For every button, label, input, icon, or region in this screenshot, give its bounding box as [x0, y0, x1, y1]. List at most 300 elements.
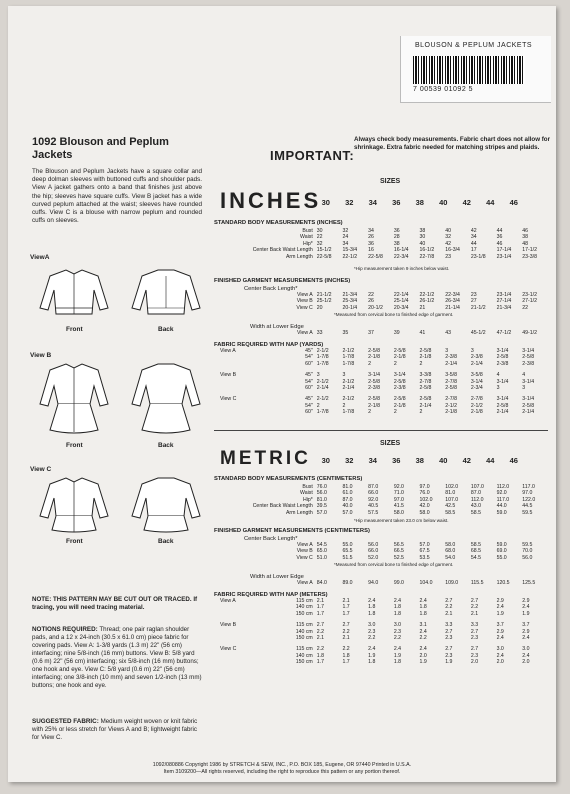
tracing-note: NOTE: THIS PATTERN MAY BE CUT OUT OR TRACED. If tracing, you will need tracing material. — [32, 596, 198, 611]
cell-value: 38 — [522, 234, 529, 241]
cell-value: 2-1/2 — [342, 348, 355, 354]
cell-value: 44 — [496, 228, 503, 234]
cell-value: 2-5/8 — [393, 378, 406, 385]
cell-value: 2.7 — [445, 628, 453, 635]
cell-value: 1-7/8 — [316, 354, 329, 361]
table-row — [214, 510, 548, 516]
cell-value: 32 — [445, 234, 451, 241]
size-header: 36 — [392, 456, 401, 465]
cell-value: 3-3/8 — [419, 372, 432, 379]
metric-body-heading: STANDARD BODY MEASUREMENTS (CENTIMETERS) — [214, 476, 363, 482]
cell-value: 21 — [419, 304, 426, 311]
view-c-front-caption: Front — [66, 538, 83, 545]
cell-value: 2.1 — [445, 610, 453, 617]
cell-value: 26 — [368, 234, 374, 241]
cell-value: 46 — [496, 240, 503, 247]
notions-section — [32, 626, 202, 690]
row-label: Waist — [299, 234, 313, 241]
table-row — [214, 409, 548, 415]
view-label: View A — [220, 348, 236, 354]
cell-value: 2-5/8 — [419, 348, 432, 354]
cell-value: 2.2 — [445, 604, 453, 611]
cell-value: 68.0 — [445, 548, 456, 555]
metric-body-table — [214, 484, 548, 516]
cell-value: 1.8 — [393, 610, 402, 617]
cell-value: 36 — [393, 228, 400, 234]
cell-value: 3-1/4 — [368, 372, 380, 379]
row-label: Arm Length — [285, 509, 313, 516]
width-label: 60" — [305, 360, 313, 367]
cell-value: 2-3/8 — [445, 354, 458, 361]
cell-value: 3 — [316, 372, 320, 379]
cell-value: 59.0 — [496, 509, 507, 516]
table-row — [214, 635, 548, 641]
cell-value: 3.0 — [496, 646, 504, 653]
cell-value: 40.5 — [368, 503, 379, 510]
cell-value: 97.0 — [522, 490, 533, 497]
cell-value: 2.3 — [368, 628, 376, 635]
cell-value: 117.0 — [496, 496, 510, 503]
view-label — [214, 385, 261, 391]
cell-value: 42.0 — [419, 503, 430, 510]
cell-value: 23-1/2 — [522, 292, 537, 298]
cell-value: 69.0 — [496, 548, 507, 555]
row-label: View A — [297, 580, 313, 586]
cell-value: 2 — [316, 402, 320, 409]
cell-value: 54.5 — [316, 542, 327, 548]
cell-value: 42 — [445, 240, 451, 247]
cell-value: 65.0 — [316, 548, 327, 555]
cell-value: 57.5 — [368, 509, 379, 516]
cell-value: 81.0 — [316, 496, 327, 503]
inches-panel — [214, 174, 548, 444]
cell-value: 3-1/4 — [522, 348, 535, 354]
cell-value: 16-3/4 — [445, 247, 460, 254]
cell-value: 107.0 — [445, 496, 459, 503]
table-row — [214, 555, 548, 561]
width-label: 54" — [305, 402, 313, 409]
size-header: 44 — [486, 198, 495, 207]
cell-value: 1.7 — [316, 604, 324, 611]
cell-value: 20-1/4 — [342, 304, 358, 311]
cell-value: 56.0 — [368, 542, 379, 548]
view-label: View A — [220, 598, 236, 604]
inches-garment-heading: FINISHED GARMENT MEASUREMENTS (INCHES) — [214, 278, 351, 284]
cell-value: 32 — [342, 228, 349, 234]
cell-value: 40 — [419, 240, 426, 247]
cell-value: 26-1/2 — [419, 298, 435, 305]
size-header: 30 — [321, 456, 330, 465]
cell-value: 3 — [445, 348, 449, 354]
cell-value: 2.7 — [342, 622, 350, 629]
width-label: 115 cm — [296, 646, 313, 653]
cell-value: 36 — [368, 240, 374, 247]
size-header: 46 — [509, 198, 518, 207]
pattern-title: 1092 Blouson and Peplum Jackets — [32, 136, 169, 161]
cell-value: 59.0 — [496, 542, 507, 548]
cell-value: 30 — [316, 228, 323, 234]
cell-value: 23 — [470, 292, 477, 298]
cell-value: 2 — [368, 360, 372, 367]
cell-value: 104.0 — [419, 580, 433, 586]
inches-body-heading: STANDARD BODY MEASUREMENTS (INCHES) — [214, 220, 343, 226]
inches-width-table — [214, 330, 548, 336]
cell-value: 2-1/4 — [522, 409, 535, 416]
view-a-label: ViewA — [30, 254, 50, 261]
view-c-label: View C — [30, 466, 52, 473]
cell-value: 4 — [522, 372, 526, 379]
cell-value: 3-1/4 — [496, 378, 509, 385]
cell-value: 3 — [342, 372, 346, 379]
cell-value: 16-1/2 — [419, 247, 435, 254]
cell-value: 25-1/4 — [393, 298, 409, 305]
cell-value: 51.5 — [342, 554, 353, 561]
view-b-front-caption: Front — [66, 442, 83, 449]
view-c-back-illustration — [128, 472, 204, 538]
metric-title: METRIC — [220, 448, 311, 469]
cell-value: 3-1/4 — [522, 396, 535, 403]
row-label: View C — [296, 554, 313, 561]
cell-value: 58.0 — [419, 509, 430, 516]
cell-value: 2-7/8 — [470, 396, 483, 403]
cell-value: 2-1/8 — [470, 409, 483, 416]
cell-value: 2.1 — [342, 598, 350, 604]
cell-value: 3-1/4 — [470, 378, 483, 385]
cell-value: 1.8 — [368, 604, 376, 611]
cell-value: 1.7 — [342, 610, 350, 617]
cell-value: 20-3/4 — [393, 304, 409, 311]
cell-value: 2.4 — [419, 646, 427, 653]
cell-value: 2-5/8 — [393, 348, 406, 354]
cell-value: 3-1/4 — [522, 378, 535, 385]
metric-garment-sub: Center Back Length* — [244, 536, 298, 542]
cell-value: 3 — [470, 348, 474, 354]
cell-value: 1.9 — [445, 659, 453, 666]
cell-value: 38 — [419, 228, 426, 234]
cell-value: 26 — [368, 298, 374, 305]
cell-value: 2.2 — [470, 604, 479, 611]
cell-value: 22-5/8 — [316, 253, 332, 260]
cell-value: 56.0 — [522, 554, 533, 561]
cell-value: 2-5/8 — [368, 378, 380, 385]
panel-divider — [214, 430, 548, 431]
cell-value: 23-1/8 — [470, 253, 486, 260]
cell-value: 2.7 — [445, 598, 453, 604]
metric-width-sub: Width at Lower Edge — [250, 574, 304, 580]
cell-value: 2.7 — [470, 598, 479, 604]
cell-value: 1.9 — [522, 610, 530, 617]
metric-garment-table — [214, 542, 548, 561]
cell-value: 125.5 — [522, 580, 536, 586]
cell-value: 1-7/8 — [316, 409, 329, 416]
cell-value: 44.0 — [496, 503, 507, 510]
cell-value: 122.0 — [522, 496, 536, 503]
view-label — [214, 409, 261, 415]
cell-value: 2.1 — [316, 635, 324, 642]
row-label: Bust — [302, 228, 313, 234]
view-b-back-illustration — [128, 358, 204, 438]
cell-value: 57.0 — [342, 509, 353, 516]
view-label — [214, 659, 261, 665]
barcode-number: 7 00539 01092 5 — [413, 86, 474, 93]
cell-value: 2.4 — [419, 598, 427, 604]
cell-value: 2.7 — [470, 646, 479, 653]
cell-value: 76.0 — [419, 490, 430, 497]
width-label: 54" — [305, 378, 313, 385]
cell-value: 27 — [470, 298, 477, 305]
cell-value: 76.0 — [316, 484, 327, 490]
cell-value: 22 — [522, 304, 529, 311]
cell-value: 3.3 — [445, 622, 453, 629]
cell-value: 22-3/4 — [445, 292, 460, 298]
cell-value: 2.3 — [470, 652, 479, 659]
cell-value: 107.0 — [470, 484, 484, 490]
cell-value: 35 — [342, 330, 349, 336]
width-label: 150 cm — [295, 659, 313, 666]
view-a-back-illustration — [128, 264, 204, 324]
cell-value: 55.0 — [496, 554, 507, 561]
cell-value: 2-1/8 — [368, 402, 380, 409]
barcode — [413, 56, 525, 84]
cell-value: 2-1/2 — [316, 378, 329, 385]
cell-value: 2.2 — [393, 635, 402, 642]
cell-value: 3 — [522, 385, 526, 392]
cell-value: 39.5 — [316, 503, 327, 510]
view-label: View B — [220, 622, 237, 629]
cell-value: 44.5 — [522, 503, 533, 510]
important-label: IMPORTANT: — [270, 148, 355, 163]
cell-value: 22-7/8 — [419, 253, 435, 260]
cell-value: 2-1/4 — [342, 385, 355, 392]
metric-fabric-heading: FABRIC REQUIRED WITH NAP (METERS) — [214, 592, 328, 598]
view-c-front-illustration — [36, 472, 112, 538]
table-row — [214, 305, 548, 311]
cell-value: 2.1 — [316, 598, 324, 604]
cell-value: 41 — [419, 330, 426, 336]
row-label: View A — [297, 330, 313, 336]
metric-width-table — [214, 580, 548, 586]
size-header: 44 — [486, 456, 495, 465]
cell-value: 2-1/4 — [470, 360, 483, 367]
cell-value: 24 — [342, 234, 349, 241]
row-label: Bust — [302, 484, 313, 490]
cell-value: 2-5/8 — [419, 385, 432, 392]
view-a-front-caption: Front — [66, 326, 83, 333]
inches-fabric-table — [214, 348, 548, 416]
cell-value: 2-1/2 — [342, 396, 355, 403]
cell-value: 3-1/4 — [496, 348, 509, 354]
cell-value: 1-7/8 — [342, 360, 355, 367]
cell-value: 2-1/8 — [445, 409, 458, 416]
view-b-back-caption: Back — [158, 442, 174, 449]
inches-body-table — [214, 228, 548, 260]
cell-value: 3.3 — [470, 622, 479, 629]
cell-value: 2 — [419, 360, 423, 367]
view-label: View C — [220, 396, 237, 403]
cell-value: 34 — [470, 234, 477, 241]
width-label: 45" — [305, 396, 313, 403]
view-label: View B — [220, 372, 237, 379]
width-label: 45" — [305, 372, 313, 379]
cell-value: 2-7/8 — [419, 378, 432, 385]
cell-value: 2-1/8 — [393, 354, 406, 361]
cell-value: 34 — [342, 240, 349, 247]
cell-value: 3.0 — [393, 622, 402, 629]
cell-value: 15-3/4 — [342, 247, 358, 254]
cell-value: 1.8 — [368, 610, 376, 617]
cell-value: 1.8 — [316, 652, 324, 659]
width-label: 140 cm — [295, 604, 313, 611]
cell-value: 47-1/2 — [496, 330, 512, 336]
row-label: View A — [297, 292, 313, 298]
cell-value: 99.0 — [393, 580, 404, 586]
cell-value: 3.0 — [522, 646, 530, 653]
cell-value: 56.0 — [316, 490, 327, 497]
cell-value: 33 — [316, 330, 323, 336]
view-label: View C — [220, 646, 237, 653]
inches-sizes-label: SIZES — [380, 178, 401, 185]
cell-value: 2.4 — [496, 604, 504, 611]
cell-value: 2-1/2 — [316, 396, 329, 403]
cell-value: 65.5 — [342, 548, 353, 555]
label-card — [400, 36, 551, 103]
cell-value: 3.7 — [496, 622, 504, 629]
fabric-section — [32, 718, 202, 742]
view-a-back-caption: Back — [158, 326, 174, 333]
view-label — [214, 611, 261, 617]
cell-value: 1.7 — [316, 610, 324, 617]
cell-value: 2.2 — [419, 635, 427, 642]
row-label: View B — [296, 548, 313, 555]
cell-value: 120.5 — [496, 580, 510, 586]
cell-value: 2-1/8 — [393, 402, 406, 409]
cell-value: 2-5/8 — [368, 348, 380, 354]
cell-value: 117.0 — [522, 484, 535, 490]
important-note: Always check body measurements. Fabric chart does not allow for shrinkage. Extra fabric needed for matching stripes and plaids. — [354, 136, 550, 151]
size-header: 40 — [439, 198, 448, 207]
cell-value: 42.5 — [445, 503, 456, 510]
cell-value: 22-1/2 — [342, 253, 358, 260]
cell-value: 2-5/8 — [393, 396, 406, 403]
cell-value: 20 — [316, 304, 323, 311]
cell-value: 2.4 — [496, 635, 504, 642]
cell-value: 2-5/8 — [522, 402, 535, 409]
size-header: 32 — [345, 198, 354, 207]
cell-value: 1.9 — [393, 652, 402, 659]
cell-value: 49-1/2 — [522, 330, 537, 336]
cell-value: 2-1/4 — [316, 385, 329, 392]
cell-value: 1.9 — [496, 610, 504, 617]
cell-value: 1-7/8 — [342, 354, 355, 361]
table-row — [214, 330, 548, 336]
cell-value: 97.0 — [419, 484, 430, 490]
cell-value: 2 — [342, 402, 346, 409]
cell-value: 3-1/4 — [393, 372, 406, 379]
cell-value: 51.0 — [316, 554, 327, 561]
cell-value: 27-1/4 — [496, 298, 512, 305]
cell-value: 2.9 — [522, 598, 530, 604]
inches-size-row — [314, 198, 526, 207]
cell-value: 22 — [368, 292, 374, 298]
width-label: 140 cm — [295, 628, 313, 635]
cell-value: 84.0 — [316, 580, 327, 586]
cell-value: 112.0 — [470, 496, 484, 503]
metric-body-note: *Hip measurement taken 23.0 cm below waist. — [354, 518, 449, 523]
inches-garment-sub: Center Back Length* — [244, 286, 298, 292]
notions-text: Thread; one pair raglan shoulder pads, and a 12 x 24-inch (30.5 x 61.0 cm) piece fabric for covering pads. View A: 1-3/8 yards (1.3 m) 22" (56 cm) interfacing; nine 5/8-inch (16 mm) buttons. View B: 5/8 yard (0.6 m) 22" (56 cm) interfacing; six 5/8-inch (16 mm) buttons; one hook and eye. View C: 5/8 yard (0.6 m) 22" (56 cm) interfacing; one 3/8-inch (10 mm) and seven 1/2-inch (13 mm) buttons; one hook and eye. — [32, 626, 202, 689]
cell-value: 1.7 — [316, 659, 324, 666]
cell-value: 23-1/4 — [496, 253, 512, 260]
table-row — [214, 254, 548, 260]
size-header: 34 — [368, 456, 377, 465]
cell-value: 2-5/8 — [496, 354, 509, 361]
cell-value: 2.2 — [316, 628, 324, 635]
cell-value: 23-3/8 — [522, 253, 537, 260]
cell-value: 42 — [470, 228, 477, 234]
view-label — [214, 635, 261, 641]
width-label: 140 cm — [295, 652, 313, 659]
cell-value: 2.3 — [393, 628, 402, 635]
row-label: Waist — [299, 490, 313, 497]
cell-value: 22-1/2 — [419, 292, 435, 298]
cell-value: 26-3/4 — [445, 298, 460, 305]
cell-value: 2.0 — [496, 659, 504, 666]
cell-value: 2-3/8 — [470, 354, 483, 361]
cell-value: 92.0 — [496, 490, 507, 497]
row-label: Hip* — [302, 496, 313, 503]
cell-value: 17-1/2 — [522, 247, 537, 254]
cell-value: 32 — [316, 240, 323, 247]
view-b-label: View B — [30, 352, 52, 359]
cell-value: 1.8 — [393, 659, 402, 666]
pattern-description: The Blouson and Peplum Jackets have a square collar and deep dolman sleeves with buttoned cuffs and shoulder pads. View A jacket gathers onto a band that finishes just above the hip; sleeves have square cuffs. View B jacket has a wide curved peplum attached at the waist; sleeves have rounded cuffs. View C is a blouse with narrow peplum and rounded cuffs on sleeves. — [32, 168, 202, 225]
cell-value: 2.1 — [342, 635, 350, 642]
cell-value: 2 — [368, 409, 372, 416]
cell-value: 2-1/2 — [342, 378, 355, 385]
cell-value: 81.0 — [342, 484, 353, 490]
cell-value: 38 — [393, 240, 400, 247]
cell-value: 2.9 — [522, 628, 530, 635]
cell-value: 2-7/8 — [445, 378, 458, 385]
cell-value: 21-3/4 — [496, 304, 512, 311]
cell-value: 54.5 — [470, 554, 481, 561]
cell-value: 61.0 — [342, 490, 353, 497]
table-row — [214, 361, 548, 367]
cell-value: 3-5/8 — [470, 372, 483, 379]
description-column — [32, 136, 202, 231]
view-c-back-caption: Back — [158, 538, 174, 545]
cell-value: 102.0 — [445, 484, 459, 490]
cell-value: 37 — [368, 330, 374, 336]
metric-garment-note: *Measured from cervical bone to finished edge of garment. — [334, 562, 454, 567]
cell-value: 2.4 — [522, 652, 530, 659]
size-header: 38 — [415, 456, 424, 465]
cell-value: 2.4 — [522, 604, 530, 611]
cell-value: 2-1/4 — [445, 360, 458, 367]
row-label: View C — [296, 304, 313, 311]
cell-value: 3.7 — [522, 622, 530, 629]
table-row — [214, 659, 548, 665]
cell-value: 3.1 — [419, 622, 427, 629]
inches-body-note: *Hip measurement taken 9 inches below waist. — [354, 266, 450, 271]
cell-value: 55.0 — [342, 542, 353, 548]
cell-value: 21-1/2 — [470, 304, 486, 311]
cell-value: 2.3 — [470, 635, 479, 642]
cell-value: 92.0 — [393, 484, 404, 490]
cell-value: 59.5 — [522, 509, 533, 516]
metric-sizes-label: SIZES — [380, 440, 401, 447]
cell-value: 2.4 — [419, 628, 427, 635]
